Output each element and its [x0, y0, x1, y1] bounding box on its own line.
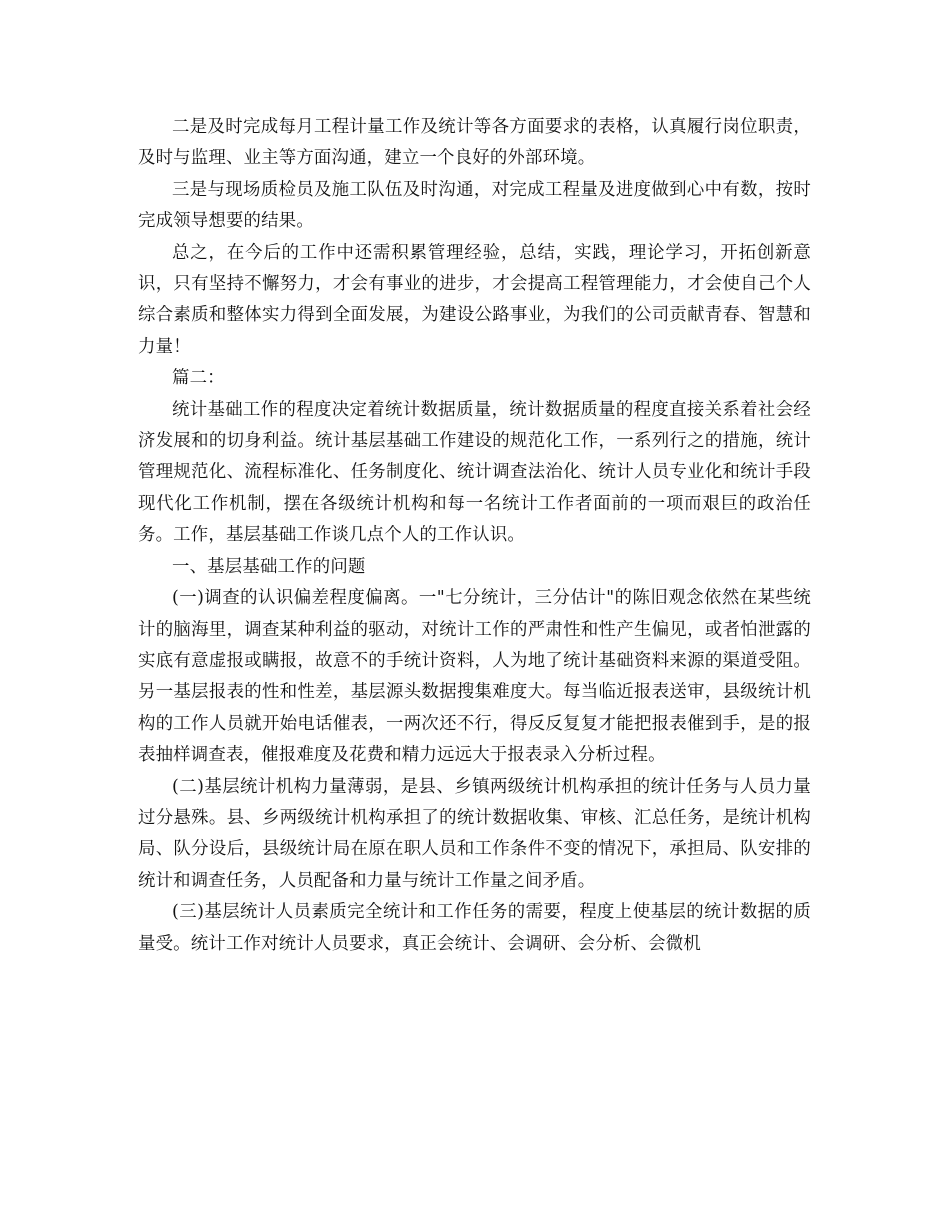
paragraph-monthly-measurement: 二是及时完成每月工程计量工作及统计等各方面要求的表格，认真履行岗位职责，及时与监理、业主等方面沟通，建立一个良好的外部环境。	[138, 117, 811, 169]
document-body	[138, 112, 811, 960]
paragraph-conclusion: 总之，在今后的工作中还需积累管理经验，总结，实践，理论学习，开拓创新意识，只有坚持不懈努力，才会有事业的进步，才会提高工程管理能力，才会使自己个人综合素质和整体实力得到全面发展，为建设公路事业，为我们的公司贡献青春、智慧和力量！	[138, 242, 811, 357]
paragraph-statistics-foundation: 统计基础工作的程度决定着统计数据质量，统计数据质量的程度直接关系着社会经济发展和的切身利益。统计基层基础工作建设的规范化工作，一系列行之的措施，统计管理规范化、流程标准化、任务制度化、统计调查法治化、统计人员专业化和统计手段现代化工作机制，摆在各级统计机构和每一名统计工作者面前的一项而艰巨的政治任务。工作，基层基础工作谈几点个人的工作认识。	[138, 399, 811, 546]
section-heading-part-two: 篇二：	[172, 368, 225, 389]
paragraph-problem-two: (二)基层统计机构力量薄弱，是县、乡镇两级统计机构承担的统计任务与人员力量过分悬殊。县、乡两级统计机构承担了的统计数据收集、审核、汇总任务，是统计机构局、队分设后，县级统计局在原在职人员和工作条件不变的情况下，承担局、队安排的统计和调查任务，人员配备和力量与统计工作量之间矛盾。	[138, 776, 811, 891]
paragraph-site-communication: 三是与现场质检员及施工队伍及时沟通，对完成工程量及进度做到心中有数，按时完成领导想要的结果。	[138, 179, 811, 232]
section-heading-problems: 一、基层基础工作的问题	[172, 556, 366, 577]
paragraph-problem-one: (一)调查的认识偏差程度偏离。一"七分统计，三分估计"的陈旧观念依然在某些统计的脑海里，调查某种利益的驱动，对统计工作的严肃性和性产生偏见，或者怕泄露的实底有意虚报或瞒报，故意不的手统计资料，人为地了统计基础资料来源的渠道受阻。另一基层报表的性和性差，基层源头数据搜集难度大。每当临近报表送审，县级统计机构的工作人员就开始电话催表，一两次还不行，得反反复复才能把报表催到手，是的报表抽样调查表，催报难度及花费和精力远远大于报表录入分析过程。	[138, 588, 811, 766]
paragraph-problem-three: (三)基层统计人员素质完全统计和工作任务的需要，程度上使基层的统计数据的质量受。统计工作对统计人员要求，真正会统计、会调研、会分析、会微机	[138, 902, 811, 954]
